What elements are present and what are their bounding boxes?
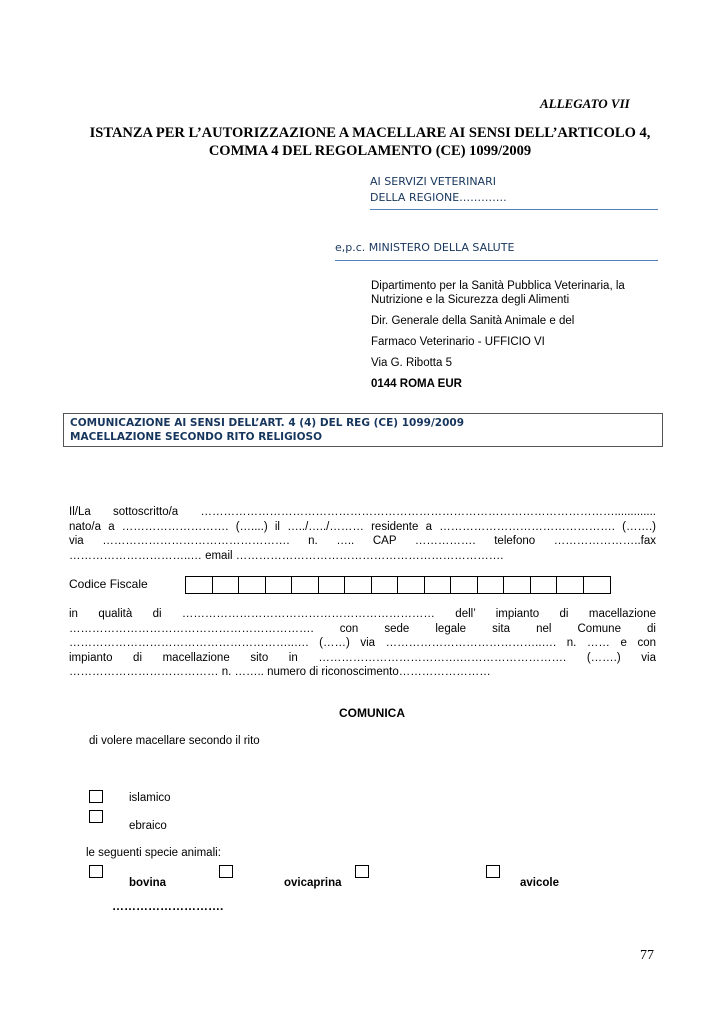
fiscal-code-char-box[interactable] bbox=[319, 577, 346, 593]
other-species-checkbox[interactable] bbox=[486, 865, 500, 878]
fiscal-code-char-box[interactable] bbox=[372, 577, 399, 593]
communication-title-box bbox=[63, 413, 663, 447]
ministry-department: Dipartimento per la Sanità Pubblica Veterinaria, la Nutrizione e la Sicurezza degli Alimenti bbox=[371, 280, 625, 306]
personal-data-line-1[interactable]: Il/La sottoscritto/a ………………………………………………………………………………………………............. bbox=[69, 506, 656, 518]
fiscal-code-input[interactable] bbox=[185, 576, 611, 594]
ministry-directorate-line-2: Farmaco Veterinario - UFFICIO VI bbox=[371, 336, 545, 348]
jewish-rite-checkbox[interactable] bbox=[89, 810, 103, 823]
fiscal-code-char-box[interactable] bbox=[557, 577, 584, 593]
fiscal-code-label: Codice Fiscale bbox=[69, 577, 148, 591]
sheep-goat-label: ovicaprina bbox=[284, 877, 342, 889]
bovine-label: bovina bbox=[129, 877, 167, 889]
jewish-rite-label: ebraico bbox=[129, 820, 167, 832]
document-title bbox=[60, 124, 680, 160]
fiscal-code-char-box[interactable] bbox=[531, 577, 558, 593]
recipient-line-1: AI SERVIZI VETERINARI bbox=[370, 175, 496, 188]
ministry-city: 0144 ROMA EUR bbox=[371, 378, 462, 390]
species-intro-text: le seguenti specie animali: bbox=[86, 847, 221, 859]
fiscal-code-char-box[interactable] bbox=[186, 577, 213, 593]
facility-line-4[interactable]: impianto di macellazione sito in ……………………………….………………………. (…….) via bbox=[69, 651, 656, 664]
cc-recipient-line: e,p.c. MINISTERO DELLA SALUTE bbox=[335, 241, 515, 254]
fiscal-code-char-box[interactable] bbox=[584, 577, 611, 593]
facility-line-3[interactable]: …………………………………………………..…. (……) via …………………………………..…. n. …… e con bbox=[69, 637, 656, 649]
recipient-block bbox=[370, 174, 658, 210]
islamic-rite-label: islamico bbox=[129, 792, 171, 804]
bovine-checkbox[interactable] bbox=[89, 865, 103, 878]
ministry-street: Via G. Ribotta 5 bbox=[371, 357, 452, 369]
page-number: 77 bbox=[640, 948, 654, 963]
personal-data-line-2[interactable]: nato/a a ………………………. (…....) il …../…../……… residente a ………………………………………. (…….) bbox=[69, 520, 656, 533]
sheep-goat-checkbox[interactable] bbox=[219, 865, 233, 878]
facility-line-2[interactable]: ………………………………………………………. con sede legale sita nel Comune di bbox=[69, 622, 656, 635]
facility-section bbox=[69, 607, 656, 680]
communicates-heading: COMUNICA bbox=[339, 706, 405, 720]
fiscal-code-char-box[interactable] bbox=[398, 577, 425, 593]
fiscal-code-char-box[interactable] bbox=[239, 577, 266, 593]
ministry-directorate-line-1: Dir. Generale della Sanità Animale e del bbox=[371, 315, 575, 327]
fiscal-code-char-box[interactable] bbox=[345, 577, 372, 593]
personal-data-line-4[interactable]: …………………………..… email ……………………………………………………………. bbox=[69, 549, 504, 562]
fiscal-code-char-box[interactable] bbox=[425, 577, 452, 593]
other-species-field[interactable]: ………………………. bbox=[112, 899, 224, 913]
recipient-line-2: DELLA REGIONE…………. bbox=[370, 191, 507, 204]
communication-title-line-1: COMUNICAZIONE AI SENSI DELL’ART. 4 (4) DEL REG (CE) 1099/2009 bbox=[70, 417, 465, 429]
fiscal-code-char-box[interactable] bbox=[478, 577, 505, 593]
facility-line-5[interactable]: ………………………………… n. …….. numero di riconoscimento…………………… bbox=[69, 666, 491, 678]
fiscal-code-char-box[interactable] bbox=[266, 577, 293, 593]
poultry-label: avicole bbox=[520, 877, 559, 889]
personal-data-line-3[interactable]: via …………………………………………. n. ….. CAP ……………. telefono …………………..fax bbox=[69, 535, 656, 547]
title-line-1: ISTANZA PER L’AUTORIZZAZIONE A MACELLARE AI SENSI DELL’ARTICOLO 4, bbox=[89, 125, 651, 141]
communication-title-line-2: MACELLAZIONE SECONDO RITO RELIGIOSO bbox=[70, 431, 323, 443]
annex-label: ALLEGATO VII bbox=[540, 96, 630, 111]
fiscal-code-char-box[interactable] bbox=[504, 577, 531, 593]
personal-data-section bbox=[69, 505, 656, 563]
intent-text: di volere macellare secondo il rito bbox=[89, 735, 260, 747]
facility-line-1[interactable]: in qualità di ………………………………………………………… dell’ impianto di macellazione bbox=[69, 608, 656, 620]
cc-recipient-block bbox=[335, 240, 658, 261]
ministry-address bbox=[371, 279, 661, 398]
poultry-checkbox[interactable] bbox=[355, 865, 369, 878]
fiscal-code-char-box[interactable] bbox=[213, 577, 240, 593]
fiscal-code-char-box[interactable] bbox=[451, 577, 478, 593]
islamic-rite-checkbox[interactable] bbox=[89, 790, 103, 803]
fiscal-code-char-box[interactable] bbox=[292, 577, 319, 593]
title-line-2: COMMA 4 DEL REGOLAMENTO (CE) 1099/2009 bbox=[208, 143, 532, 159]
